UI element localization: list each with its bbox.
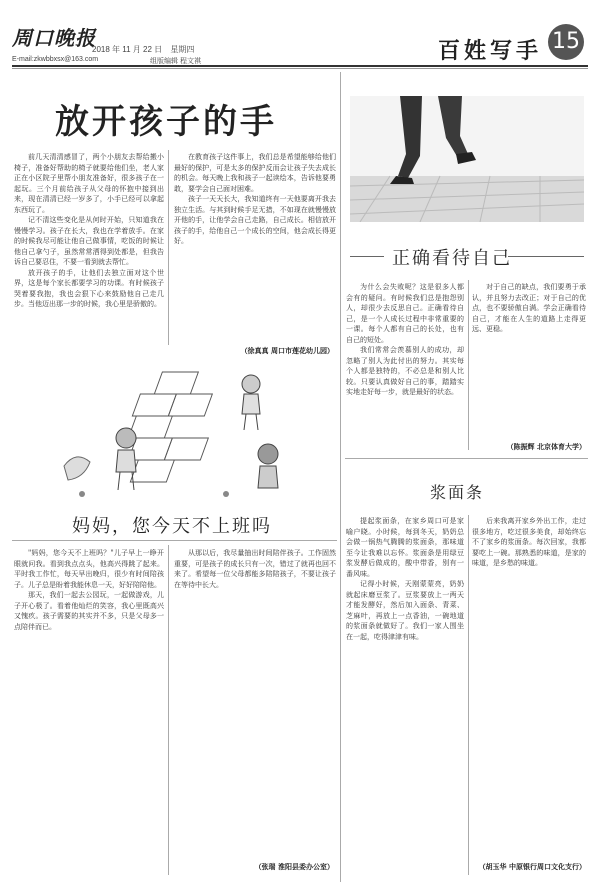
- section-divider: [345, 458, 588, 459]
- child-figure-1: [242, 375, 260, 430]
- article-body: [472, 282, 586, 440]
- weekday-text: 星期四: [170, 45, 195, 54]
- article-byline: （徐真真 周口市莲花幼儿园）: [240, 346, 334, 355]
- headline-ornament: [350, 256, 384, 257]
- child-figure-3: [258, 444, 278, 488]
- article-body: [346, 282, 464, 452]
- section-title: 百姓写手: [438, 39, 543, 64]
- header-rule-thin: [12, 68, 588, 69]
- paragraph: 记不清这些变化是从何时开始，只知道我在慢慢学习。孩子在长大，我也在学着放手。在家的时候我尽可能让他自己做事情，吃饭的时候让他自己拿勺子，虽然常常洒得到处都是，但我告诉自己要忍住，不要一看到就去帮忙。: [14, 216, 164, 266]
- headline-ornament: [508, 256, 584, 257]
- article-body: [14, 152, 164, 342]
- article-headline: 放开孩子的手: [55, 102, 277, 142]
- article-body: [174, 152, 336, 342]
- paragraph: 为什么会失败呢？这是很多人都会有的疑问。有时候我们总是抱怨别人，却很少去反思自己。正确看待自己，是一个人成长过程中非常重要的一课。每个人都有自己的长处，也有自己的短处。: [346, 283, 464, 344]
- issue-date: [92, 44, 200, 55]
- paragraph: 前几天清清感冒了，两个小朋友去帮给搬小椅子，准备好帮助的椅子就要给他们坐，老人家正在小区院子里帮小朋友准备好，很多孩子在一起玩。三个月前给孩子从父母的怀抱中接到出来，现在清清已经一岁多了，小手已经可以拿起东西玩了。: [14, 153, 164, 214]
- paragraph: 从那以后，我尽量抽出时间陪伴孩子。工作固然重要，可是孩子的成长只有一次，错过了就再也回不来了。希望每一位父母都能多陪陪孩子，不要让孩子在等待中长大。: [174, 549, 336, 589]
- page-number-badge: 15: [548, 24, 584, 60]
- paragraph: 那天，我们一起去公园玩，一起做游戏，儿子开心极了。看着他灿烂的笑容，我心里既高兴又愧疚。孩子需要的其实并不多，只是父母多一点陪伴而已。: [14, 591, 164, 631]
- article-body: [14, 548, 164, 873]
- paragraph: 我们常常会羡慕别人的成功，却忽略了别人为此付出的努力。其实每个人都是独特的，不必总是和别人比较。只要认真做好自己的事，踏踏实实地走好每一步，就是最好的状态。: [346, 346, 464, 396]
- article-byline: （胡玉华 中原银行周口文化支行）: [478, 862, 586, 871]
- article-body: [346, 516, 464, 874]
- child-figure-2: [116, 428, 136, 490]
- newspaper-logo: 周口晚报: [12, 26, 96, 50]
- paragraph: 提起浆面条，在家乡周口可是家喻户晓。小时候，每到冬天，奶奶总会做一锅热气腾腾的浆面条，那味道至今让我难以忘怀。浆面条是用绿豆浆发酵后做成的，酸中带香，别有一番风味。: [346, 517, 464, 578]
- header-rule: [12, 65, 588, 67]
- column-divider: [168, 545, 169, 875]
- article-byline: （陈振辉 北京体育大学）: [506, 442, 586, 451]
- running-legs-photo: [350, 96, 584, 222]
- column-divider: [468, 515, 469, 875]
- article-headline: 浆面条: [430, 483, 485, 502]
- paragraph: 孩子一天天长大，我知道终有一天他要离开我去独立生活。与其到时候手足无措，不如现在就慢慢放开他的手，让他学会自己走路，自己成长。相信放开孩子的手，给他自己一个成长的空间，他会成长得更好。: [174, 195, 336, 245]
- paragraph: 放开孩子的手，让他们去独立面对这个世界，这是每个家长都要学习的功课。有时候孩子哭着要我抱，我也会狠下心来鼓励他自己走几步。当他迈出那一步的时候，我心里是骄傲的。: [14, 268, 164, 308]
- section-divider: [12, 540, 337, 541]
- article-body: [472, 516, 586, 856]
- article-body: [174, 548, 336, 858]
- paragraph: 在教育孩子这件事上，我们总是希望能够给他们最好的保护，可是太多的保护反而会让孩子失去成长的机会。每天晚上我和孩子一起读绘本，告诉他要勇敢，要学会自己面对困难。: [174, 153, 336, 193]
- layout-editor: 组版编辑 程文祺: [150, 58, 201, 65]
- column-divider: [340, 72, 341, 882]
- column-divider: [168, 150, 169, 345]
- article-byline: （张瑞 淮阳县委办公室）: [254, 862, 334, 871]
- article-headline: 正确看待自己: [392, 248, 512, 269]
- paragraph: "妈妈，您今天不上班吗？"儿子早上一睁开眼就问我。看到我点点头，他高兴得跳了起来。平时我工作忙，每天早出晚归，很少有时间陪孩子。儿子总是盼着我能休息一天，好好陪陪他。: [14, 549, 164, 589]
- article-headline: 妈妈，您今天不上班吗: [72, 516, 272, 537]
- contact-email: E-mail:zkwbbxsx@163.com: [12, 56, 99, 63]
- kids-hopscotch-illustration: [56, 362, 296, 510]
- paragraph: 后来我离开家乡外出工作，走过很多地方，吃过很多美食，却始终忘不了家乡的浆面条。每次回家，我都要吃上一碗。那熟悉的味道，是家的味道，是乡愁的味道。: [472, 517, 586, 567]
- date-text: 2018 年 11 月 22 日: [92, 45, 163, 54]
- column-divider: [468, 280, 469, 450]
- paragraph: 记得小时候，天刚蒙蒙亮，奶奶就起床磨豆浆了。豆浆要放上一两天才能发酵好，然后加入面条、青菜、芝麻叶，再放上一点香油，一碗地道的浆面条就做好了。我们一家人围坐在一起，吃得津津有味。: [346, 580, 464, 641]
- paragraph: 对于自己的缺点，我们要勇于承认，并且努力去改正；对于自己的优点，也不要骄傲自满。学会正确看待自己，才能在人生的道路上走得更远、更稳。: [472, 283, 586, 333]
